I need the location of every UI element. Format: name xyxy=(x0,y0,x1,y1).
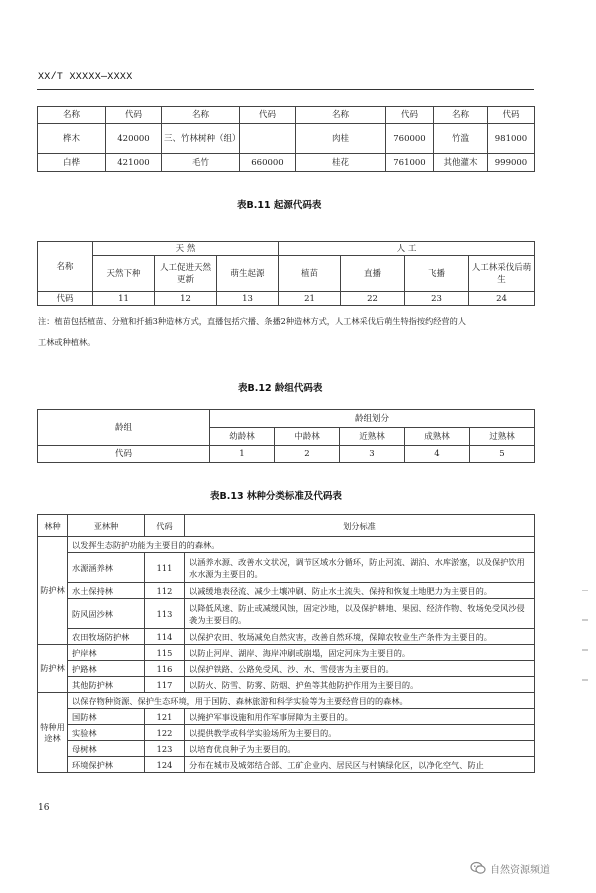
table-cell: 761000 xyxy=(386,154,434,172)
standard-cell: 以培育优良种子为主要目的。 xyxy=(185,741,535,757)
group-label-special-purpose: 特种用途林 xyxy=(38,693,68,773)
subtype-cell: 水土保持林 xyxy=(68,583,145,599)
table-row xyxy=(38,661,535,677)
table-cell: 桂花 xyxy=(296,154,386,172)
column-header: 植苗 xyxy=(279,256,341,292)
column-header: 代码 xyxy=(106,107,162,124)
table-row xyxy=(38,292,535,306)
table-cell: 竹滥 xyxy=(434,124,488,154)
column-header: 人工促进天然更新 xyxy=(155,256,217,292)
table-cell: 21 xyxy=(279,292,341,306)
column-header: 划分标准 xyxy=(185,515,535,537)
column-header: 代码 xyxy=(488,107,535,124)
group-artificial: 人 工 xyxy=(279,242,535,256)
column-header: 天然下种 xyxy=(93,256,155,292)
table-b12-caption: 表B.12 龄组代码表 xyxy=(238,383,323,394)
group-header-special-purpose: 以保存物种资源、保护生态环境，用于国防、森林旅游和科学实验等为主要经营目的的森林。 xyxy=(68,693,535,709)
subtype-cell: 国防林 xyxy=(68,709,145,725)
table-cell: 760000 xyxy=(386,124,434,154)
table-cell: 660000 xyxy=(240,154,296,172)
group-age-division: 龄组划分 xyxy=(210,410,535,428)
standard-cell: 分布在城市及城郊结合部、工矿企业内、居民区与村镇绿化区，以净化空气、防止 xyxy=(185,757,535,773)
subtype-cell: 母树林 xyxy=(68,741,145,757)
subtype-cell: 护岸林 xyxy=(68,645,145,661)
table-row xyxy=(38,677,535,693)
standard-cell: 以保护农田、牧场减免自然灾害，改善自然环境，保障农牧业生产条件为主要目的。 xyxy=(185,629,535,645)
column-header: 亚林种 xyxy=(68,515,145,537)
group-natural: 天 然 xyxy=(93,242,279,256)
code-cell: 114 xyxy=(145,629,185,645)
table-row xyxy=(38,599,535,629)
note-line: 工林或种植林。 xyxy=(38,337,96,347)
table-row xyxy=(38,629,535,645)
group-label-protection-2: 防护林 xyxy=(38,645,68,693)
table-cell: 三、竹林树种（组） xyxy=(162,124,240,154)
table-row xyxy=(38,583,535,599)
code-cell: 122 xyxy=(145,725,185,741)
column-header: 名称 xyxy=(296,107,386,124)
standard-cell: 以提供教学或科学实验场所为主要目的。 xyxy=(185,725,535,741)
table-cell: 421000 xyxy=(106,154,162,172)
row-label-name: 名称 xyxy=(38,242,93,292)
table-cell: 3 xyxy=(340,446,405,463)
standard-cell: 以保护铁路、公路免受风、沙、水、雪侵害为主要目的。 xyxy=(185,661,535,677)
column-header: 成熟林 xyxy=(405,428,470,446)
code-cell: 113 xyxy=(145,599,185,629)
column-header: 过熟林 xyxy=(470,428,535,446)
table-cell: 毛竹 xyxy=(162,154,240,172)
code-cell: 111 xyxy=(145,553,185,583)
table-row xyxy=(38,154,535,172)
code-cell: 121 xyxy=(145,709,185,725)
column-header: 林种 xyxy=(38,515,68,537)
table-b13 xyxy=(37,514,535,773)
table-row xyxy=(38,709,535,725)
standard-cell: 以降低风速、防止或减缓风蚀，固定沙地，以及保护耕地、果园、经济作物、牧场免受风沙侵袭为主要目的。 xyxy=(185,599,535,629)
standard-cell: 以涵养水源、改善水文状况，调节区域水分循环，防止河流、湖泊、水库淤塞，以及保护饮用水水源为主要目的。 xyxy=(185,553,535,583)
row-label-code: 代码 xyxy=(38,292,93,306)
group-header-protection: 以发挥生态防护功能为主要目的的森林。 xyxy=(68,537,535,553)
standard-cell: 以防止河岸、湖岸、海岸冲刷或崩塌，固定河床为主要目的。 xyxy=(185,645,535,661)
table-cell: 420000 xyxy=(106,124,162,154)
table-cell: 23 xyxy=(405,292,469,306)
row-label-code: 代码 xyxy=(38,446,210,463)
table-row xyxy=(38,446,535,463)
table-b11 xyxy=(37,241,535,306)
watermark xyxy=(470,860,550,876)
column-header: 代码 xyxy=(386,107,434,124)
table-cell: 11 xyxy=(93,292,155,306)
column-header: 幼龄林 xyxy=(210,428,275,446)
table-cell: 1 xyxy=(210,446,275,463)
table-row xyxy=(38,757,535,773)
table-cell: 13 xyxy=(217,292,279,306)
row-label-age-group: 龄组 xyxy=(38,410,210,446)
subtype-cell: 防风固沙林 xyxy=(68,599,145,629)
table-cell: 肉桂 xyxy=(296,124,386,154)
table-cell: 5 xyxy=(470,446,535,463)
watermark-text: 自然资源频道 xyxy=(490,864,550,876)
table-cell xyxy=(240,124,296,154)
column-header: 中龄林 xyxy=(275,428,340,446)
code-cell: 123 xyxy=(145,741,185,757)
column-header: 飞播 xyxy=(405,256,469,292)
table-row xyxy=(38,725,535,741)
standard-cell: 以掩护军事设施和用作军事屏障为主要目的。 xyxy=(185,709,535,725)
column-header: 名称 xyxy=(162,107,240,124)
subtype-cell: 护路林 xyxy=(68,661,145,677)
table-b10-tail xyxy=(37,106,535,172)
subtype-cell: 实验林 xyxy=(68,725,145,741)
table-cell: 2 xyxy=(275,446,340,463)
table-cell: 12 xyxy=(155,292,217,306)
column-header: 名称 xyxy=(434,107,488,124)
table-cell: 22 xyxy=(341,292,405,306)
code-cell: 124 xyxy=(145,757,185,773)
column-header: 人工林采伐后萌生 xyxy=(469,256,535,292)
chat-bubble-icon xyxy=(470,860,486,876)
table-b13-caption: 表B.13 林种分类标准及代码表 xyxy=(210,491,342,502)
table-row xyxy=(38,124,535,154)
table-cell: 24 xyxy=(469,292,535,306)
table-cell: 白桦 xyxy=(38,154,106,172)
table-cell: 4 xyxy=(405,446,470,463)
subtype-cell: 水源涵养林 xyxy=(68,553,145,583)
code-cell: 115 xyxy=(145,645,185,661)
table-row xyxy=(38,741,535,757)
column-header: 代码 xyxy=(145,515,185,537)
code-cell: 112 xyxy=(145,583,185,599)
column-header: 萌生起源 xyxy=(217,256,279,292)
table-b11-caption: 表B.11 起源代码表 xyxy=(237,200,322,211)
table-row xyxy=(38,645,535,661)
table-cell: 桦木 xyxy=(38,124,106,154)
subtype-cell: 其他防护林 xyxy=(68,677,145,693)
header-rule xyxy=(37,89,534,90)
table-cell: 999000 xyxy=(488,154,535,172)
subtype-cell: 农田牧场防护林 xyxy=(68,629,145,645)
subtype-cell: 环境保护林 xyxy=(68,757,145,773)
column-header: 直播 xyxy=(341,256,405,292)
table-b11-note xyxy=(38,315,543,349)
standard-cell: 以减缓地表径流、减少土壤冲刷、防止水土流失、保持和恢复土地肥力为主要目的。 xyxy=(185,583,535,599)
note-line: 注：植苗包括植苗、分殖和扦插3种造林方式，直播包括穴播、条播2种造林方式，人工林采伐后萌生特指按约经营的人 xyxy=(38,316,466,326)
scan-edge-marks xyxy=(580,590,590,690)
column-header: 代码 xyxy=(240,107,296,124)
standard-cell: 以防火、防雪、防雾、防烟、护鱼等其他防护作用为主要目的。 xyxy=(185,677,535,693)
table-cell: 其他灌木 xyxy=(434,154,488,172)
page-number: 16 xyxy=(38,803,50,813)
column-header: 近熟林 xyxy=(340,428,405,446)
code-cell: 116 xyxy=(145,661,185,677)
table-cell: 981000 xyxy=(488,124,535,154)
code-cell: 117 xyxy=(145,677,185,693)
standard-code-header: XX/T XXXXX—XXXX xyxy=(38,72,133,83)
table-row xyxy=(38,553,535,583)
table-b12 xyxy=(37,409,535,463)
column-header: 名称 xyxy=(38,107,106,124)
group-label-protection-1: 防护林 xyxy=(38,537,68,645)
